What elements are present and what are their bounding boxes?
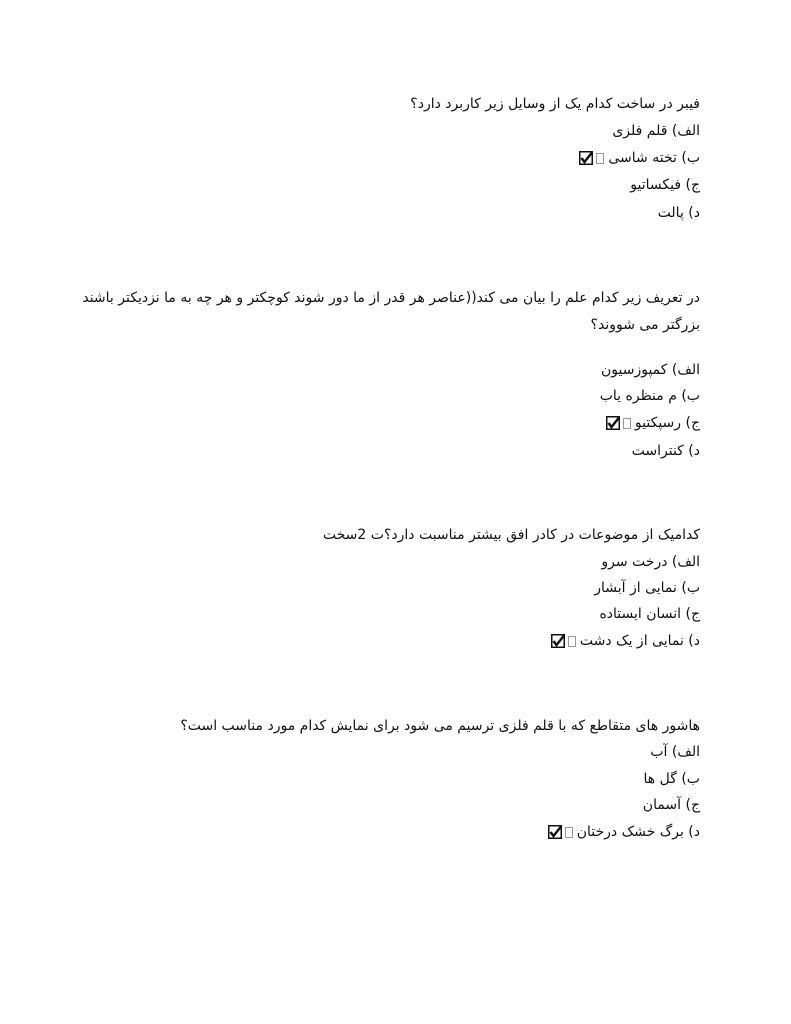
checkbox-checked-icon[interactable]: [579, 151, 593, 165]
question-3-option-c: ج) انسان ایستاده: [599, 606, 700, 622]
option-label: ب) تخته شاسی: [608, 150, 700, 166]
question-4-option-b: ب) گل ها: [643, 771, 700, 787]
question-3-option-d: [551, 631, 700, 651]
empty-box-icon: [568, 636, 576, 647]
question-4-text: هاشور های متقاطع که با قلم فلزی ترسیم می شود برای نمایش کدام مورد مناسب است؟: [180, 718, 700, 734]
checkbox-checked-icon[interactable]: [548, 825, 562, 839]
empty-box-icon: [623, 418, 631, 429]
checkbox-checked-icon[interactable]: [606, 416, 620, 430]
question-2-text-line-2: بزرگتر می شووند؟: [590, 317, 700, 333]
empty-box-icon: [596, 153, 604, 164]
question-3-option-b: ب) نمایی از آبشار: [594, 580, 700, 596]
checkbox-checked-icon[interactable]: [551, 634, 565, 648]
question-4-option-a: الف) آب: [650, 744, 700, 760]
question-3-option-a: الف) درخت سرو: [601, 554, 700, 570]
question-1-option-a: الف) قلم فلزی: [612, 123, 700, 139]
option-label: د) نمایی از یک دشت: [579, 633, 700, 649]
question-2-text-line-1: در تعریف زیر کدام علم را بیان می کند((عناصر هر قدر از ما دور شوند کوچکتر و هر چه به ما نزدیکتر باشند: [82, 290, 700, 306]
question-2-option-b: ب) م منظره یاب: [599, 388, 700, 404]
question-1-text: فیبر در ساخت کدام یک از وسایل زیر کاربرد دارد؟: [410, 96, 700, 112]
option-label: د) برگ خشک درختان: [576, 824, 700, 840]
question-2-option-d: د) کنتراست: [631, 443, 700, 459]
question-4-option-d: [548, 822, 700, 842]
question-2-option-a: الف) کمپوزسیون: [600, 362, 700, 378]
question-3-text: کدامیک از موضوعات در کادر افق بیشتر مناسبت دارد؟ت 2سخت: [322, 527, 700, 543]
empty-box-icon: [565, 827, 573, 838]
question-4-option-c: ج) آسمان: [642, 797, 700, 813]
option-label: ج) رسپکتیو: [634, 415, 700, 431]
question-1-option-c: ج) فیکساتیو: [630, 177, 700, 193]
question-2-option-c: [606, 413, 700, 433]
question-1-option-b: [579, 148, 700, 168]
question-1-option-d: د) پالت: [657, 205, 700, 221]
